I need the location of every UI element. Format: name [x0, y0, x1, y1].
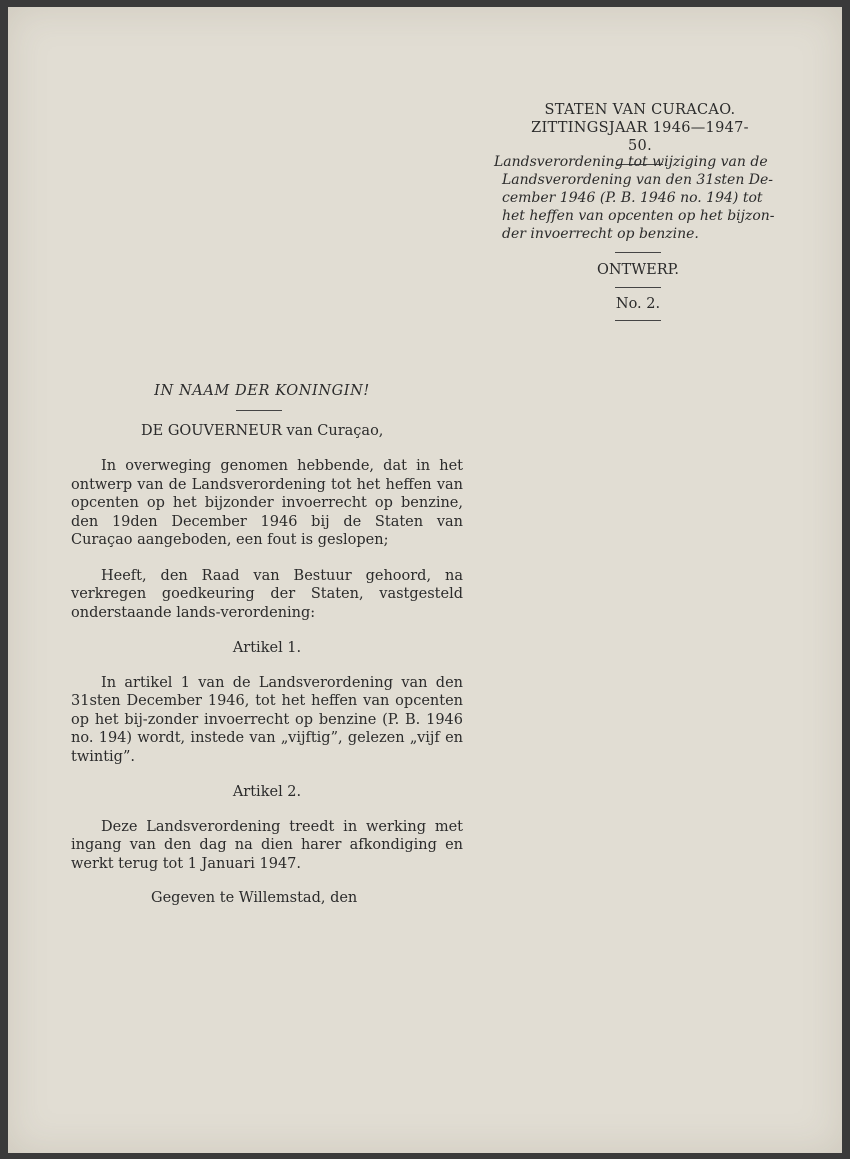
invocation: IN NAAM DER KONINGIN!	[154, 383, 370, 399]
governor-line	[71, 422, 463, 441]
document-number-text: No. 2.	[615, 296, 661, 312]
governor-title: DE GOUVERNEUR	[141, 422, 282, 439]
article-1-text: In artikel 1 van de Landsverordening van den 31sten December 1946, tot het heffen van opcenten op het bij-zonder invoerrecht op benzine (P. B. 1946 no. 194) wordt, instede van „vijftig”, gelezen „vijf en twintig”.	[71, 674, 463, 765]
document-subject	[494, 153, 784, 253]
invocation-rule	[236, 410, 282, 411]
subject-line: het heffen van opcenten op het bijzon-	[502, 208, 775, 224]
number-rule	[615, 320, 661, 321]
subject-line: Landsverordening tot wijziging van de	[494, 154, 768, 170]
document-page	[8, 7, 842, 1153]
ontwerp-rule	[615, 287, 661, 288]
document-number	[568, 296, 708, 321]
subject-line: Landsverordening van den 31sten De-	[502, 172, 774, 188]
header-line-2: ZITTINGSJAAR 1946—1947-50.	[531, 120, 749, 154]
document-body	[71, 382, 463, 908]
given-at: Gegeven te Willemstad, den	[151, 890, 358, 906]
subject-line: cember 1946 (P. B. 1946 no. 194) tot	[502, 190, 763, 206]
preamble-heeft: Heeft, den Raad van Bestuur gehoord, na verkregen goedkeuring der Staten, vastgesteld onderstaande lands-verordening:	[71, 567, 463, 621]
article-1-title: Artikel 1.	[232, 640, 302, 656]
article-2-text: Deze Landsverordening treedt in werking met ingang van den dag na dien harer afkondiging en werkt terug tot 1 Januari 1947.	[71, 818, 463, 872]
ontwerp-label	[568, 262, 708, 288]
subject-rule	[615, 252, 661, 253]
header-line-1: STATEN VAN CURACAO.	[544, 102, 736, 118]
article-2-title: Artikel 2.	[232, 784, 302, 800]
subject-line: der invoerrecht op benzine.	[502, 226, 699, 242]
preamble-overweging: In overweging genomen hebbende, dat in het ontwerp van de Landsverordening tot het heffen van opcenten op het bijzonder invoerrecht op benzine, den 19den December 1946 bij de Staten van Curaçao aangeboden, een fout is geslopen;	[71, 458, 463, 548]
ontwerp-text: ONTWERP.	[596, 262, 680, 278]
governor-rest: van Curaçao,	[281, 422, 384, 439]
